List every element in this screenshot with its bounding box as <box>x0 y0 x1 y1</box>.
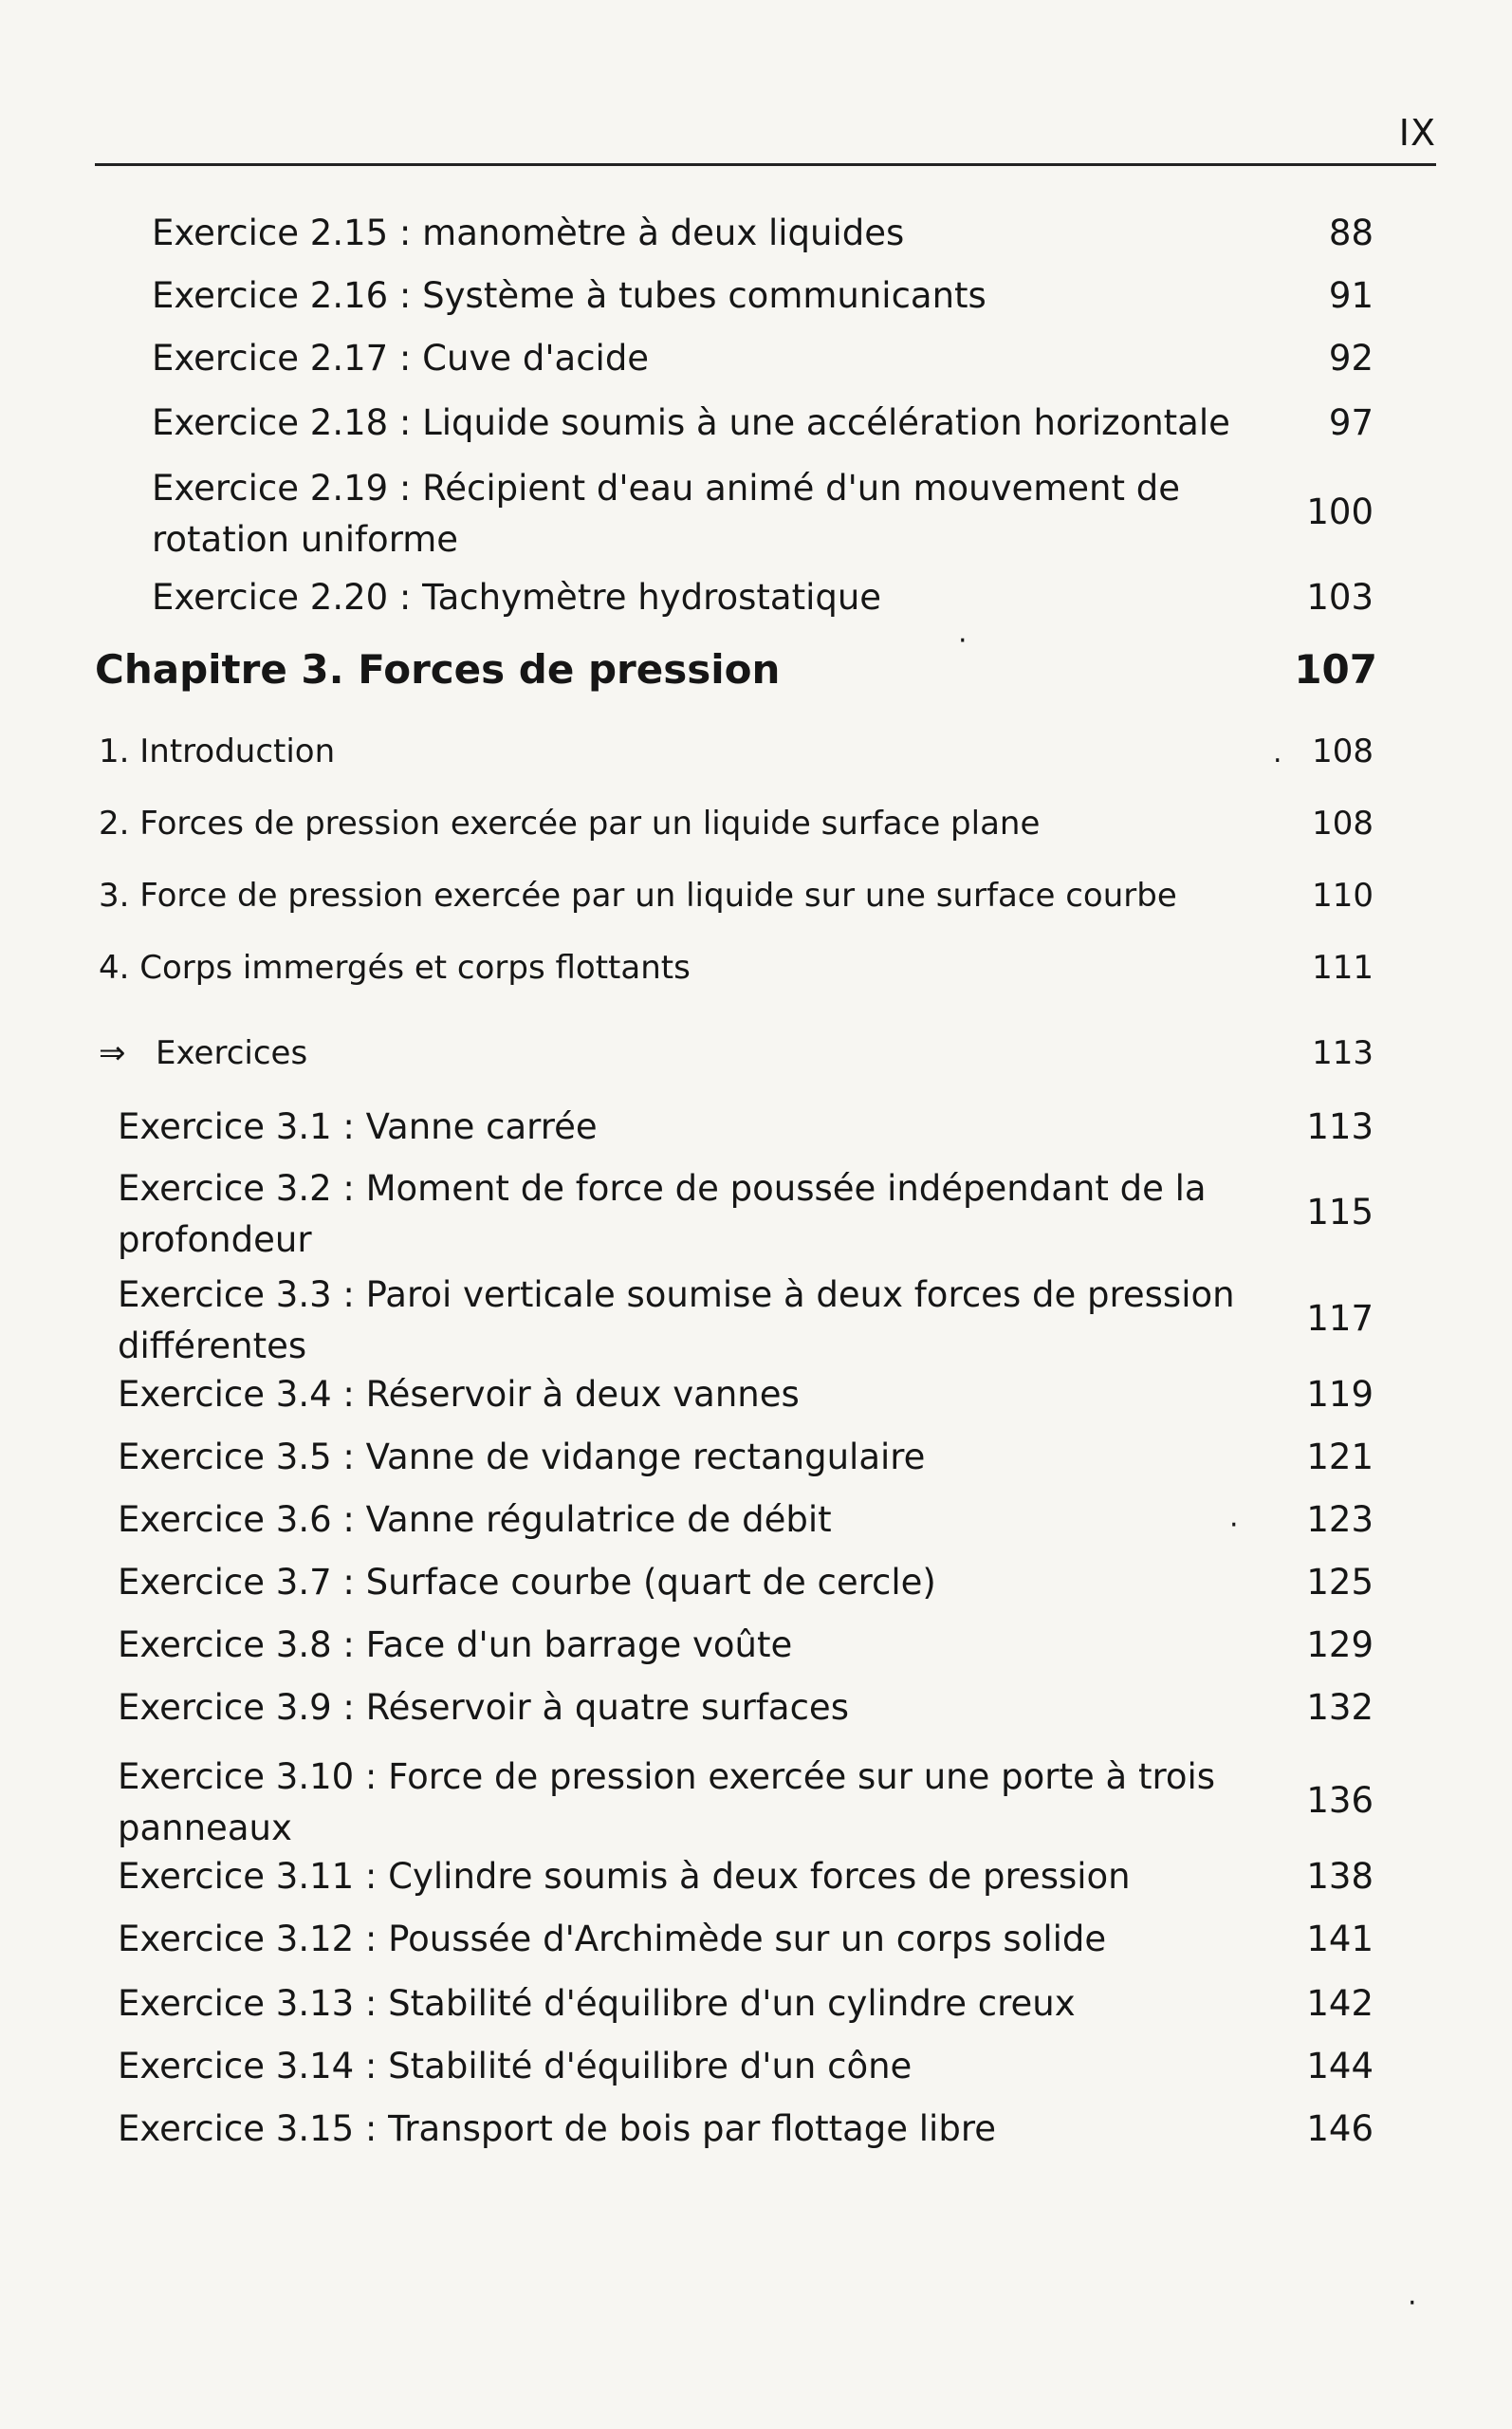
exercises-heading-label: Exercices <box>156 1034 308 1072</box>
toc-entry-page: 136 <box>1306 1780 1374 1821</box>
toc-entry-page: 117 <box>1306 1298 1374 1339</box>
header-rule <box>95 163 1436 166</box>
toc-entry[interactable] <box>0 2040 1512 2097</box>
toc-entry-label: Exercice 3.4 : Réservoir à deux vannes <box>118 1374 800 1415</box>
toc-section-page: 111 <box>1312 949 1374 987</box>
toc-section-label: 2. Forces de pression exercée par un liquide surface plane <box>99 805 1041 843</box>
exercises-heading-page: 113 <box>1312 1034 1374 1072</box>
toc-section-page: 110 <box>1312 877 1374 915</box>
toc-entry-page: 125 <box>1306 1562 1374 1603</box>
toc-section[interactable] <box>0 725 1512 782</box>
toc-entry-page: 119 <box>1306 1374 1374 1415</box>
toc-entry-page: 129 <box>1306 1624 1374 1665</box>
toc-entry-label: Exercice 3.15 : Transport de bois par flottage libre <box>118 2108 996 2149</box>
toc-entry-page: 123 <box>1306 1499 1374 1540</box>
toc-entry[interactable] <box>0 1556 1512 1613</box>
toc-entry-page: 132 <box>1306 1687 1374 1728</box>
toc-entry-label: Exercice 2.20 : Tachymètre hydrostatique <box>152 577 882 618</box>
toc-entry-label: Exercice 2.16 : Système à tubes communicants <box>152 275 986 316</box>
toc-entry-page: 97 <box>1328 402 1374 443</box>
toc-section[interactable] <box>0 797 1512 854</box>
toc-entry[interactable] <box>0 1264 1512 1378</box>
toc-entry[interactable] <box>0 1850 1512 1907</box>
toc-entry-page: 91 <box>1328 275 1374 316</box>
toc-entry-page: 142 <box>1306 1983 1374 2024</box>
page-number: IX <box>1398 112 1436 154</box>
toc-entry-label: Exercice 3.3 : Paroi verticale soumise à deux forces de pression différentes <box>118 1274 1235 1366</box>
toc-section-label: 3. Force de pression exercée par un liquide sur une surface courbe <box>99 877 1177 915</box>
toc-entry[interactable] <box>0 1431 1512 1488</box>
chapter-page: 107 <box>1294 646 1377 693</box>
exercises-heading[interactable] <box>0 1027 1512 1084</box>
toc-entry[interactable] <box>0 397 1512 454</box>
chapter-title: Chapitre 3. Forces de pression <box>95 646 781 693</box>
toc-entry[interactable] <box>0 1977 1512 2034</box>
chapter-heading[interactable] <box>0 647 1512 704</box>
toc-entry-label: Exercice 3.6 : Vanne régulatrice de débit <box>118 1499 832 1540</box>
toc-entry-page: 141 <box>1306 1919 1374 1959</box>
arrow-icon: ⇒ <box>99 1034 126 1072</box>
toc-entry-label: Exercice 3.11 : Cylindre soumis à deux forces de pression <box>118 1856 1131 1897</box>
toc-entry[interactable] <box>0 1158 1512 1271</box>
toc-entry-page: 113 <box>1306 1106 1374 1147</box>
toc-entry-label: Exercice 3.12 : Poussée d'Archimède sur un corps solide <box>118 1919 1107 1959</box>
toc-entry-page: 144 <box>1306 2046 1374 2086</box>
toc-entry-page: 115 <box>1306 1192 1374 1233</box>
toc-entry[interactable] <box>0 1681 1512 1738</box>
toc-entry-label: Exercice 3.5 : Vanne de vidange rectangulaire <box>118 1437 926 1477</box>
toc-entry-label: Exercice 3.7 : Surface courbe (quart de cercle) <box>118 1562 936 1603</box>
toc-entry[interactable] <box>0 332 1512 389</box>
toc-entry-label: Exercice 3.10 : Force de pression exercée sur une porte à trois panneaux <box>118 1756 1216 1848</box>
toc-entry[interactable] <box>0 457 1512 571</box>
toc-entry[interactable] <box>0 2103 1512 2160</box>
toc-entry-page: 146 <box>1306 2108 1374 2149</box>
toc-entry[interactable] <box>0 571 1512 628</box>
toc-section-page: 108 <box>1312 805 1374 843</box>
toc-entry[interactable] <box>0 1101 1512 1158</box>
toc-section-label: 1. Introduction <box>99 732 336 770</box>
toc-entry-label: Exercice 2.19 : Récipient d'eau animé d'un mouvement de rotation uniforme <box>152 468 1181 560</box>
toc-entry-page: 100 <box>1306 491 1374 532</box>
toc-entry-label: Exercice 3.9 : Réservoir à quatre surfaces <box>118 1687 849 1728</box>
toc-entry[interactable] <box>0 207 1512 264</box>
toc-entry[interactable] <box>0 1913 1512 1970</box>
toc-section-page: 108 <box>1312 732 1374 770</box>
toc-entry-page: 103 <box>1306 577 1374 618</box>
toc-entry[interactable] <box>0 1619 1512 1676</box>
toc-entry[interactable] <box>0 1368 1512 1425</box>
toc-section-label: 4. Corps immergés et corps flottants <box>99 949 691 987</box>
toc-entry-label: Exercice 2.17 : Cuve d'acide <box>152 338 650 379</box>
speck: · <box>958 624 968 658</box>
toc-entry[interactable] <box>0 269 1512 326</box>
speck: · <box>1408 2287 1417 2320</box>
toc-section[interactable] <box>0 941 1512 998</box>
toc-entry-label: Exercice 2.18 : Liquide soumis à une accélération horizontale <box>152 402 1230 443</box>
toc-entry[interactable] <box>0 1493 1512 1550</box>
toc-entry-label: Exercice 3.14 : Stabilité d'équilibre d'un cône <box>118 2046 913 2086</box>
toc-section[interactable] <box>0 869 1512 926</box>
toc-entry-label: Exercice 2.15 : manomètre à deux liquides <box>152 213 905 253</box>
toc-entry-page: 92 <box>1328 338 1374 379</box>
toc-entry-page: 121 <box>1306 1437 1374 1477</box>
speck: . <box>1273 736 1282 769</box>
toc-entry[interactable] <box>0 1746 1512 1860</box>
toc-entry-label: Exercice 3.1 : Vanne carrée <box>118 1106 598 1147</box>
speck: · <box>1229 1509 1239 1542</box>
toc-entry-page: 138 <box>1306 1856 1374 1897</box>
toc-entry-label: Exercice 3.8 : Face d'un barrage voûte <box>118 1624 793 1665</box>
toc-entry-label: Exercice 3.13 : Stabilité d'équilibre d'un cylindre creux <box>118 1983 1076 2024</box>
toc-entry-page: 88 <box>1328 213 1374 253</box>
toc-entry-label: Exercice 3.2 : Moment de force de poussée indépendant de la profondeur <box>118 1168 1207 1260</box>
